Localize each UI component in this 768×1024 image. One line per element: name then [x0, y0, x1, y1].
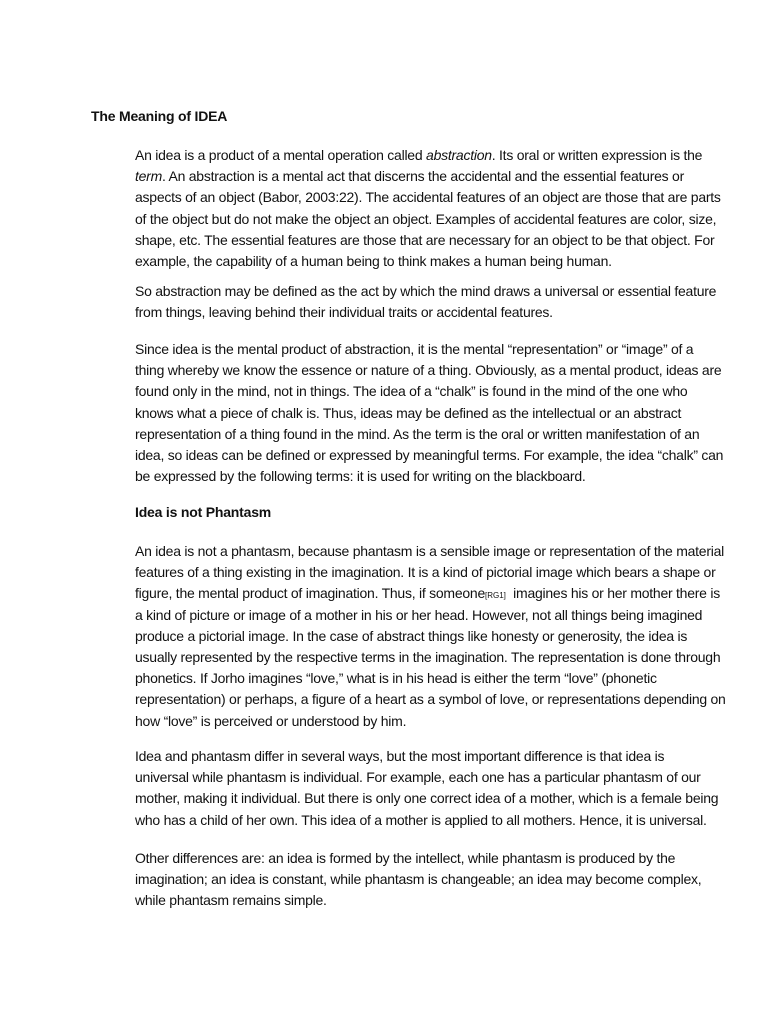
text-line: knows what a piece of chalk is. Thus, ideas may be defined as the intellectual or an abstract — [135, 404, 682, 421]
text-line: produce a pictorial image. In the case of abstract things like honesty or generosity, the idea is — [135, 627, 688, 644]
text-line: of the object but do not make the object an object. Examples of accidental features are color, size, — [135, 210, 717, 227]
text-line: An idea is not a phantasm, because phantasm is a sensible image or representation of the material — [135, 543, 724, 559]
text-line: universal while phantasm is individual. For example, each one has a particular phantasm of our — [135, 769, 701, 786]
text-line: from things, leaving behind their individual traits or accidental features. — [135, 304, 553, 321]
text-line: Other differences are: an idea is formed by the intellect, while phantasm is produced by the — [135, 850, 676, 866]
text-line: usually represented by the respective terms in the imagination. The representation is done through — [135, 648, 721, 665]
text-line: while phantasm remains simple. — [135, 892, 327, 909]
text-line: shape, etc. The essential features are those that are necessary for an object to be that object. For — [135, 231, 715, 248]
text-line: thing whereby we know the essence or nature of a thing. Obviously, as a mental product, ideas are — [135, 362, 722, 379]
text-line: figure, the mental product of imagination. Thus, if someone[RG1] imagines his or her mother there is — [135, 585, 720, 602]
text-line: imagination; an idea is constant, while phantasm is changeable; an idea may become complex, — [135, 871, 702, 888]
text-line: who has a child of her own. This idea of a mother is applied to all mothers. Hence, it is universal. — [135, 811, 707, 828]
emphasis-abstraction: abstraction — [426, 147, 492, 163]
text-line: aspects of an object (Babor, 2003:22). The accidental features of an object are those that are parts — [135, 189, 721, 206]
text-line: mother, making it individual. But there is only one correct idea of a mother, which is a female being — [135, 790, 719, 807]
text-line: representation of a thing found in the mind. As the term is the oral or written manifestation of an — [135, 425, 700, 442]
text-line: phonetics. If Jorho imagines “love,” what is in his head is either the term “love” (phonetic — [135, 670, 657, 687]
text-line: example, the capability of a human being to think makes a human being human. — [135, 252, 612, 269]
text-line: how “love” is perceived or understood by him. — [135, 712, 407, 729]
text-line: term. An abstraction is a mental act that discerns the accidental and the essential features or — [135, 168, 685, 185]
text-line: idea, so ideas can be defined or expressed by meaningful terms. For example, the idea “chalk” can — [135, 446, 724, 463]
comment-marker: [RG1] — [484, 591, 506, 601]
text-line: Idea and phantasm differ in several ways, but the most important difference is that idea is — [135, 748, 665, 764]
paragraph-definition — [135, 281, 717, 323]
paragraph-representation — [135, 339, 724, 487]
text-line: An idea is a product of a mental operation called abstraction. Its oral or written expression is the — [135, 147, 703, 163]
emphasis-term: term — [135, 168, 162, 185]
text-line: a kind of picture or image of a mother in his or her head. However, not all things being imagined — [135, 606, 703, 623]
text-line: be expressed by the following terms: it is used for writing on the blackboard. — [135, 468, 586, 485]
paragraph-abstraction — [135, 145, 721, 272]
text-line: So abstraction may be defined as the act by which the mind draws a universal or essential feature — [135, 283, 717, 299]
text-line: representation) or perhaps, a figure of a heart as a symbol of love, or representations depending on — [135, 691, 726, 708]
text-line: Since idea is the mental product of abstraction, it is the mental “representation” or “image” of a — [135, 341, 694, 357]
document-title: The Meaning of IDEA — [91, 108, 228, 124]
section-heading: Idea is not Phantasm — [135, 504, 272, 520]
paragraph-differences — [135, 746, 719, 831]
paragraph-phantasm — [135, 541, 726, 732]
paragraph-other-differences — [135, 848, 702, 912]
text-line: found only in the mind, not in things. The idea of a “chalk” is found in the mind of the one who — [135, 383, 688, 400]
text-line: features of a thing existing in the imagination. It is a kind of pictorial image which bears a shape or — [135, 564, 716, 581]
